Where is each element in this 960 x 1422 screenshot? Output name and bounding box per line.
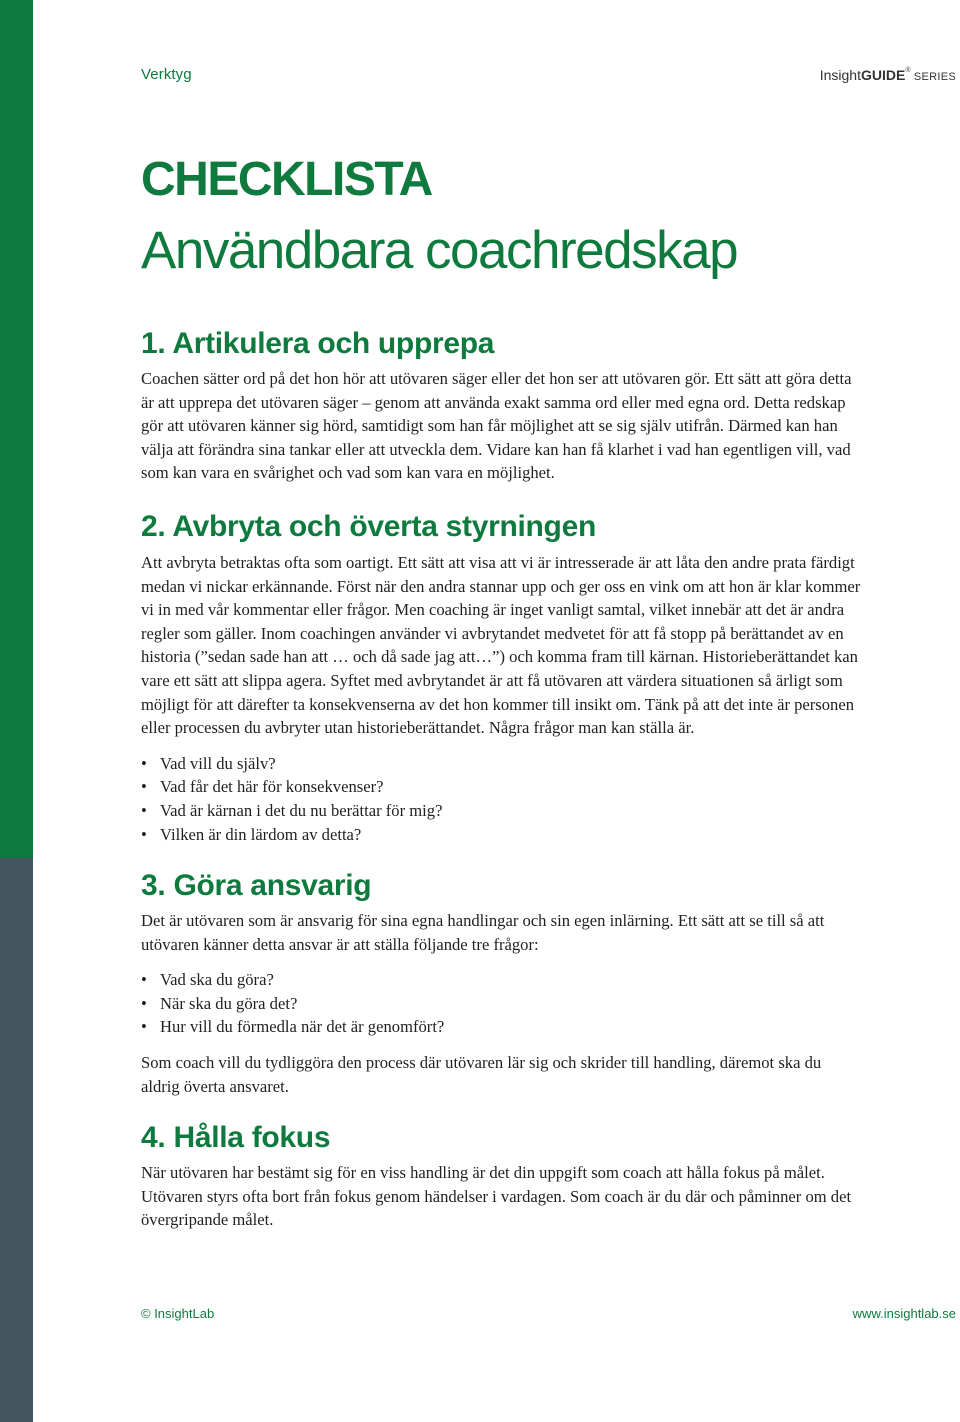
section-heading: 3. Göra ansvarig xyxy=(141,869,372,903)
list-item-text: Vad ska du göra? xyxy=(160,970,274,990)
footer-copyright: © InsightLab xyxy=(141,1306,215,1321)
list-item-text: Vilken är din lärdom av detta? xyxy=(160,824,362,844)
bullet-icon: • xyxy=(141,993,147,1013)
list-item-text: Vad är kärnan i det du nu berättar för mig? xyxy=(160,800,443,820)
series-logo xyxy=(820,67,956,83)
question-list xyxy=(141,752,861,846)
bullet-icon: • xyxy=(141,824,147,844)
list-item xyxy=(141,799,861,823)
sidebar-accent-slate xyxy=(0,858,33,1422)
section-heading: 4. Hålla fokus xyxy=(141,1121,331,1155)
series-word: SERIES xyxy=(910,71,956,83)
document-body xyxy=(141,324,861,1232)
list-item xyxy=(141,823,861,847)
page-subtitle: Användbara coachredskap xyxy=(141,221,738,280)
series-registered-mark: ® xyxy=(905,67,911,75)
footer-website-link[interactable]: www.insightlab.se xyxy=(852,1306,956,1321)
list-item xyxy=(141,992,861,1016)
bullet-icon: • xyxy=(141,753,147,773)
list-item-text: När ska du göra det? xyxy=(160,993,298,1013)
list-item-text: Hur vill du förmedla när det är genomfört? xyxy=(160,1017,445,1037)
series-guide: GUIDE xyxy=(860,67,906,83)
list-item-text: Vad vill du själv? xyxy=(160,753,276,773)
bullet-icon: • xyxy=(141,1017,147,1037)
section-closing-paragraph: Som coach vill du tydliggöra den process där utövaren lär sig och skrider till handling, däremot ska du aldrig överta ansvaret. xyxy=(141,1053,822,1096)
question-list xyxy=(141,968,861,1039)
bullet-icon: • xyxy=(141,970,147,990)
section-articulate xyxy=(141,324,861,485)
section-interrupt xyxy=(141,507,861,846)
list-item xyxy=(141,752,861,776)
section-paragraph: När utövaren har bestämt sig för en viss handling är det din uppgift som coach att hålla fokus på målet. Utövaren styrs ofta bort från fokus genom händelser i vardagen. Som coach är du där och påminner om det övergripande målet. xyxy=(141,1163,852,1230)
list-item xyxy=(141,968,861,992)
series-insight: Insight xyxy=(819,67,861,83)
list-item-text: Vad får det här för konsekvenser? xyxy=(160,777,384,797)
section-paragraph: Coachen sätter ord på det hon hör att utövaren säger eller det hon ser att utövaren gör. Ett sätt att göra detta är att upprepa det utövaren säger – genom att använda exakt samma ord eller med egna ord. Detta redskap gör att utövaren känner sig hörd, samtidigt som han får möjlighet att se sig själv utifrån. Därmed kan han välja att förändra sina tankar eller att utveckla dem. Vidare kan han få klarhet i vad han egentligen vill, vad som kan vara en svårighet och vad som kan vara en möjlighet. xyxy=(141,369,852,483)
section-paragraph: Det är utövaren som är ansvarig för sina egna handlingar och sin egen inlärning. Ett sätt att se till så att utövaren känner detta ansvar är att ställa följande tre frågor: xyxy=(141,911,825,954)
list-item xyxy=(141,775,861,799)
header-category: Verktyg xyxy=(141,66,192,83)
section-heading: 2. Avbryta och överta styrningen xyxy=(141,509,596,543)
section-focus xyxy=(141,1118,861,1232)
sidebar-accent-green xyxy=(0,0,33,858)
section-accountability xyxy=(141,866,861,1098)
page-title: CHECKLISTA xyxy=(141,153,432,206)
list-item xyxy=(141,1015,861,1039)
bullet-icon: • xyxy=(141,800,147,820)
section-paragraph: Att avbryta betraktas ofta som oartigt. Ett sätt att visa att vi är intresserade är att låta den andre prata färdigt medan vi nickar erkännande. Först när den andra stannar upp och ger oss en vink om att hon är klar kommer vi in med vår kommentar eller frågor. Men coaching är inget vanligt samtal, vilket innebär att det är andra regler som gäller. Inom coachingen använder vi avbrytandet medvetet för att få stopp på berättandet av en historia (”sedan sade han att … och då sade jag att…”) och komma fram till kärnan. Historieberättandet kan vare ett sätt att slippa agera. Syftet med avbrytandet är att få utövaren att värdera situationen så ärligt som möjligt för att därefter ta konsekvenserna av det hon kommer till insikt om. Tänk på att det inte är personen eller processen du avbryter utan historieberättandet. Några frågor man kan ställa är. xyxy=(141,552,861,738)
bullet-icon: • xyxy=(141,777,147,797)
section-heading: 1. Artikulera och upprepa xyxy=(141,327,495,360)
